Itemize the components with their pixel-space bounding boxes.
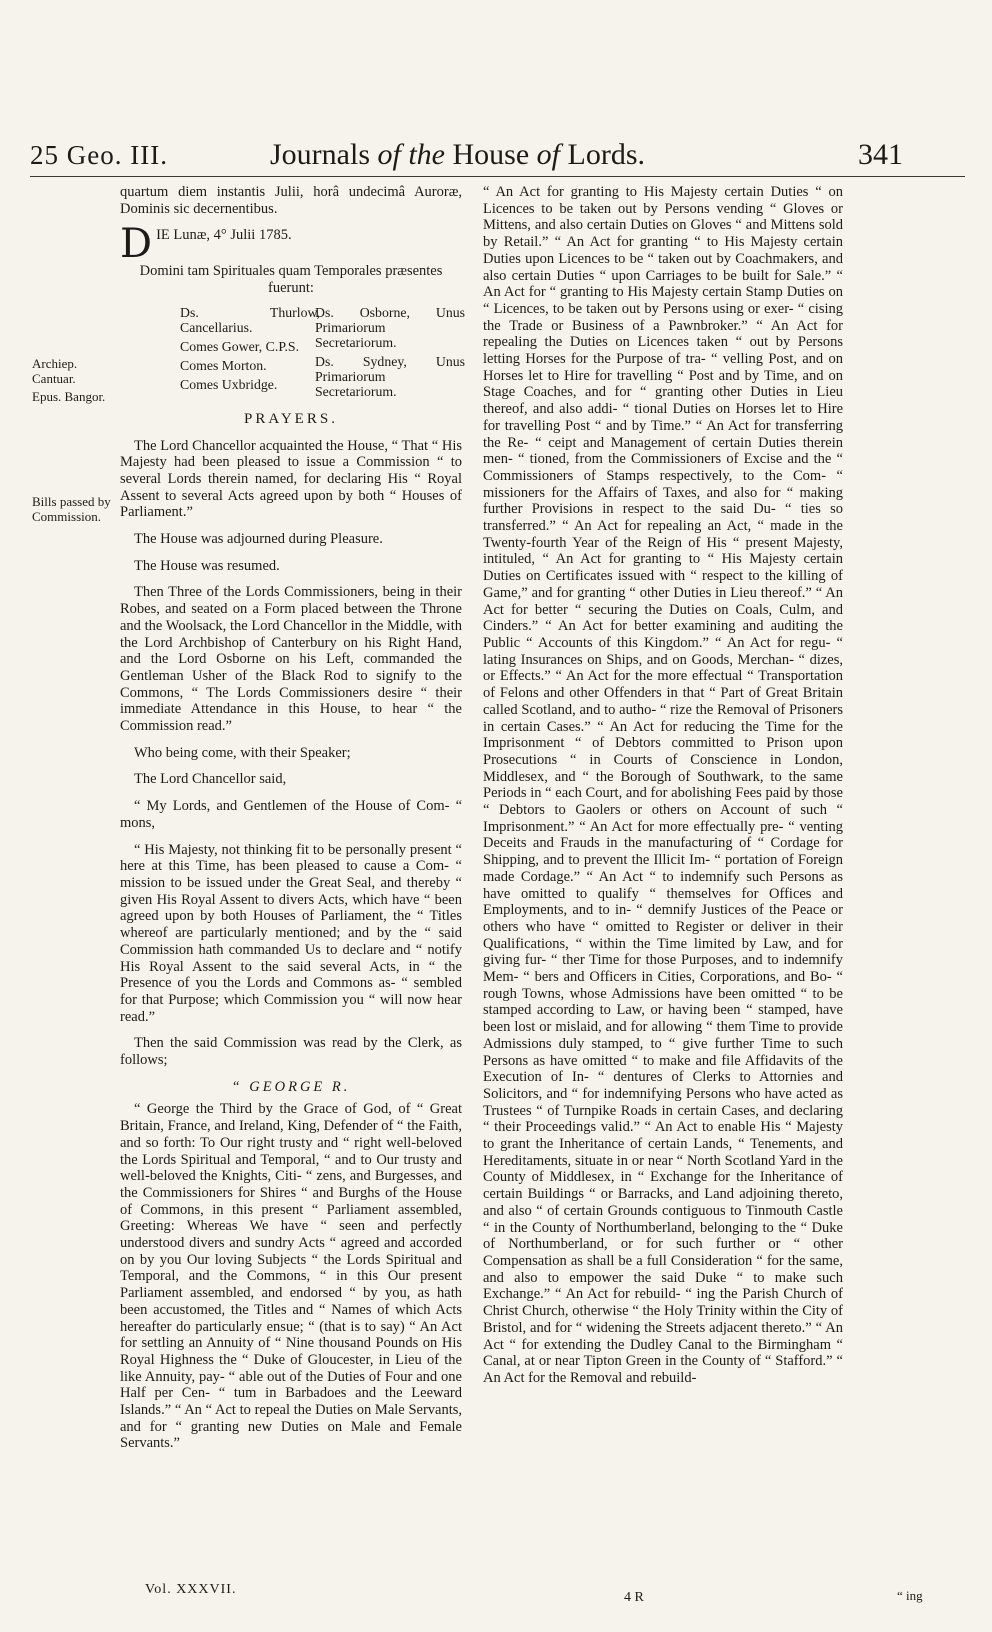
regnal-year: 25 Geo. III. — [30, 140, 168, 170]
sitting-date — [120, 221, 462, 268]
title-word: of — [536, 138, 560, 171]
volume-number: Vol. XXXVII. — [145, 1582, 237, 1597]
paragraph: The Lord Chancellor acquainted the House, “ That “ His Majesty had been pleased to issue a Commission “ to several Lords therein named, for declaring His “ Royal Assent to several Acts agreed upon by both “ Houses of Parliament.” — [120, 437, 462, 521]
signature-mark: 4 R — [624, 1590, 644, 1605]
paragraph: The House was resumed. — [134, 557, 280, 574]
margin-epus: Epus. Bangor. — [32, 389, 106, 404]
paragraph: Then Three of the Lords Commissioners, being in their Robes, and seated on a Form placed between the Throne and the Woolsack, the Lord Chancellor in the Middle, with the Lord Archbishop of Canterbury on his Right Hand, and the Lord Osborne on his Left, commanded the Gentleman Usher of the Black Rod to signify to the Commons, “ The Lords Commissioners desire “ their immediate Attendance in this House, to hear “ the Commission read.” — [120, 584, 462, 735]
paragraph: Then the said Commission was read by the Clerk, as follows; — [120, 1035, 462, 1069]
paragraph: The Lord Chancellor said, — [134, 771, 287, 788]
commission-text: “ George the Third by the Grace of God, of “ Great Britain, France, and Ireland, King, Defender of “ the Faith, and so forth: To Our right trusty and “ right well-beloved the Lords Spiritual and Temporal, “ and to Our trusty and well-beloved the Knights, Citi- “ zens, and Burgesses, and the Commissioners for Shires “ and Burghs of the House of Commons, in this present “ Parliament assembled, Greeting: Whereas We have “ seen and perfectly understood divers and sundry Acts “ agreed and accorded on by you Our loving Subjects “ the Lords Spiritual and Temporal, and the Commons, “ in this Our present Parliament assembled, and endorsed “ by you, as hath been accustomed, the Titles and “ Names of which Acts hereafter do particularly ensue; “ (that is to say) “ An Act for settling an Annuity of “ Nine thousand Pounds on His Royal Highness the “ Duke of Gloucester, in Lieu of the like Annuity, pay- “ able out of the Duties of Four and one Half per Cen- “ tum in Barbadoes and the Leeward Islands.” “ An “ Act to repeal the Duties on Male Servants, and for “ granting new Duties on Male and Female Servants.” — [120, 1101, 462, 1452]
header-rule — [30, 176, 965, 177]
lords-present — [120, 304, 465, 401]
prayers-heading: PRAYERS. — [244, 410, 338, 427]
lord-name: Comes Morton. — [180, 357, 267, 373]
lord-name: Ds. Osborne, Unus Primariorum Secretariorum. — [315, 304, 465, 350]
lord-name: Comes Gower, C.P.S. — [180, 338, 300, 354]
paragraph: Who being come, with their Speaker; — [134, 744, 351, 761]
lord-name: Ds. Sydney, Unus Primariorum Secretariorum. — [315, 353, 465, 399]
opening-text: quartum diem instantis Julii, horâ undecimâ Auroræ, Dominis sic decernentibus. — [120, 184, 462, 217]
right-column — [483, 184, 843, 1397]
title-word: Journals — [270, 138, 370, 171]
paragraph: “ His Majesty, not thinking fit to be personally present “ here at this Time, has been pleased to cause a Com- “ mission to be issued under the Great Seal, and thereby “ given His Royal Assent to divers Acts, which have “ been agreed upon by both Houses of Parliament, the “ Titles whereof are particularly mentioned; and by the “ said Commission hath commanded Us to declare and “ notify His Royal Assent to the said several Acts, in “ the Presence of you the Lords and Commons as- “ sembled for that Purpose; which Commission you “ will now hear read.” — [120, 841, 462, 1025]
lord-name: Comes Uxbridge. — [180, 376, 278, 392]
present-heading: Domini tam Spirituales quam Temporales præsentes fuerunt: — [139, 263, 443, 297]
margin-note-bills: Bills passed by Commission. — [32, 494, 111, 524]
lords-column-2 — [315, 305, 465, 403]
george-r-heading: “ GEORGE R. — [231, 1078, 351, 1095]
title-word: House — [452, 138, 530, 171]
lords-column-1 — [180, 305, 320, 396]
title-word: the — [408, 138, 445, 171]
paragraph: The House was adjourned during Pleasure. — [134, 531, 383, 548]
acts-list-text: “ An Act for granting to His Majesty certain Duties “ on Licences to be taken out by Persons vending “ Gloves or Mittens, and also certain Duties on Gloves “ and Mittens sold by Retail.” “ An Act for granting “ to His Majesty certain Duties upon Licences to be “ taken out by Coachmakers, and also certain Duties “ upon Carriages to be built for Sale.” “ An Act for “ granting to His Majesty certain Stamp Duties on “ Licences, to be taken out by Persons using or exer- “ cising the Trade or Business of a Pawnbroker.” “ An Act for repealing the Duties on Licences taken “ out by Persons letting Horses for the Purpose of tra- “ velling Post, and on Horses let to Hire for travelling “ Post and by Time, and on Stage Coaches, and for “ granting other Duties in Lieu thereof, and also addi- “ tional Duties on Horses let to Hire for travelling Post “ and by Time.” “ An Act for transferring the Re- “ ceipt and Management of certain Duties therein men- “ tioned, from the Commissioners of Excise and the “ Commissioners of Stamps respectively, to the Com- “ missioners for the Affairs of Taxes, and also for “ making further Provisions in respect to the said Du- “ ties so transferred.” “ An Act for repealing an Act, “ made in the Twenty-fourth Year of the Reign of His “ present Majesty, intituled, “ An Act for granting to “ His Majesty certain Duties on Certificates issued with “ respect to the killing of Game,” and for granting “ other Duties in Lieu thereof.” “ An Act for better “ securing the Duties on Coals, Culm, and Cinders.” “ An Act for better examining and auditing the Public “ Accounts of this Kingdom.” “ An Act for regu- “ lating Insurances on Ships, and on Goods, Merchan- “ dizes, or Effects.” “ An Act for the more effectual “ Transportation of Felons and other Offenders in that “ Part of Great Britain called Scotland, and to autho- “ rize the Removal of Prisoners in certain Cases.” “ An Act for reducing the Time for the Imprisonment “ of Debtors committed to Prison upon Prosecutions “ in Courts of Conscience in London, Middlesex, and “ the Borough of Southwark, to the same Periods in “ each Court, and for abolishing Fees paid by those “ Debtors to Gaolers or others on Account of such “ Imprisonment.” “ An Act for more effectually pre- “ venting Deceits and Frauds in the manufacturing of “ Cordage for Shipping, and to prevent the Illicit Im- “ portation of Foreign made Cordage.” “ An Act “ to indemnify such Persons as have omitted to qualify “ themselves for Offices and Employments, and to in- “ demnify Justices of the Peace or others who have “ omitted to Register or deliver in their Qualifications, “ within the Time limited by Law, and for giving fur- “ ther Time for those Purposes, and to indemnify Mem- “ bers and Officers in Cities, Corporations, and Bo- “ rough Towns, whose Admissions have been omitted “ to be stamped according to Law, or having been “ stamped, have been lost or mislaid, and for allowing “ them Time to provide Admissions duly stamped, to “ give further Time to such Persons as have omitted “ to make and file Affidavits of the Execution of In- “ dentures of Clerks to Attornies and Solicitors, and “ for indemnifying Persons who have acted as Trustees “ of Turnpike Roads in certain Cases, and declaring “ their Proceedings valid.” “ An Act to enable His “ Majesty to grant the Inheritance of certain Lands, “ Tenements, and Hereditaments, situate in or near “ North Scotland Yard in the County of Middlesex, in “ Exchange for the Inheritance of certain Buildings “ or Barracks, and Land adjoining thereto, and also “ of certain Grounds contiguous to Tinmouth Castle “ in the County of Northumberland, belonging to the “ Duke of Northumberland, or for such further or “ other Compensation as shall be a full Consideration “ for the same, and also to empower the said Duke “ to make such Exchange.” “ An Act for rebuild- “ ing the Parish Church of Christ Church, otherwise “ the Holy Trinity within the City of Bristol, and for “ widening the Streets adjacent thereto.” “ An Act “ for extending the Dudley Canal to the Birmingham “ Canal, at or near Tipton Green in the County of “ Stafford.” “ An Act for the Removal and rebuild- — [483, 184, 843, 1386]
sitting-date-text: IE Lunæ, 4° Julii 1785. — [156, 227, 292, 244]
lord-name: Ds. Thurlow, Cancellarius. — [180, 304, 320, 335]
margin-archiep: Archiep. Cantuar. — [32, 356, 78, 386]
catchword: “ ing — [897, 1588, 923, 1603]
running-title — [270, 132, 645, 178]
margin-note-present — [32, 356, 122, 404]
drop-cap: D — [120, 221, 153, 268]
title-word: Lords. — [567, 138, 645, 171]
page-number: 341 — [858, 138, 903, 171]
paragraph: “ My Lords, and Gentlemen of the House of Com- “ mons, — [120, 798, 462, 831]
title-word: of — [377, 138, 401, 171]
left-column — [120, 184, 465, 1462]
